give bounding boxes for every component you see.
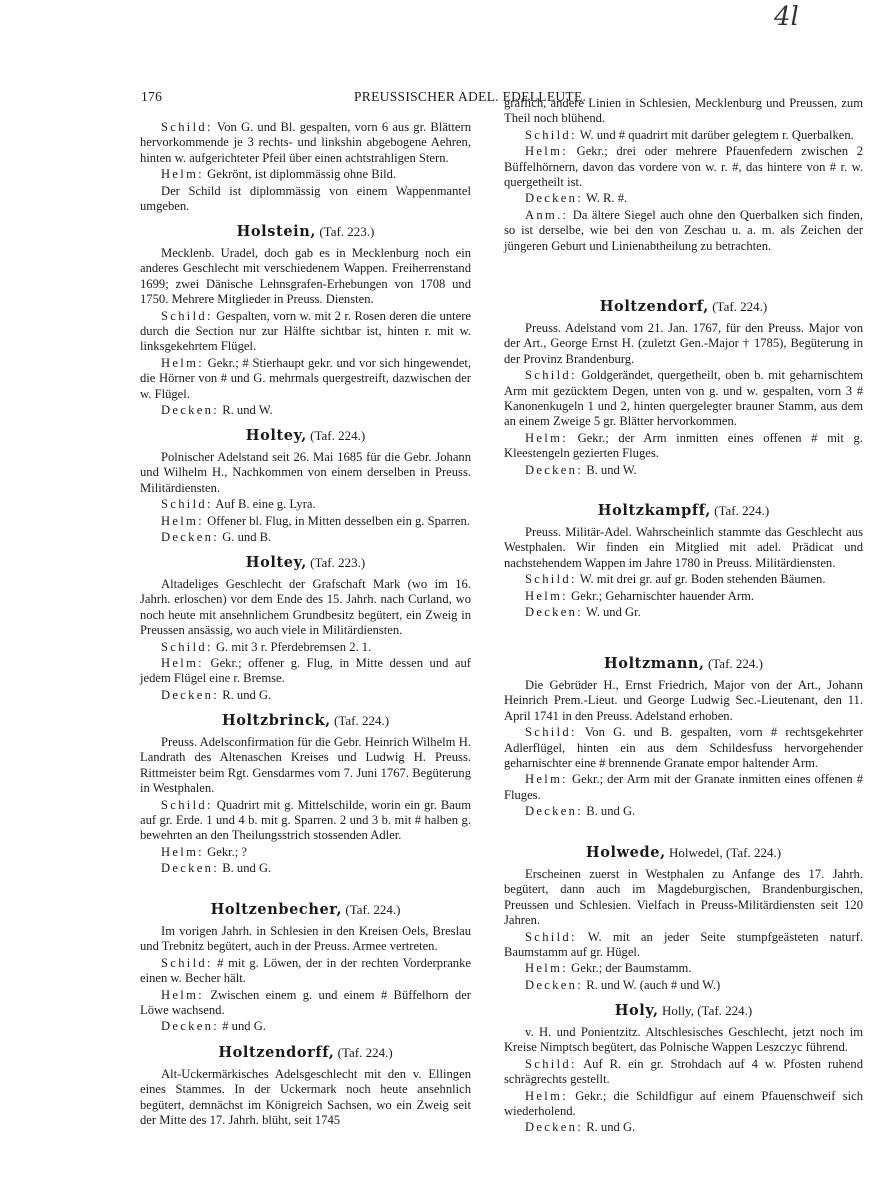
- paragraph-text: Polnischer Adelstand seit 26. Mai 1685 für die Gebr. Johann und Wilhelm H., Nachkommen von einem derselben in Preuss. Militärdiensten.: [140, 450, 471, 495]
- field-label: Schild:: [525, 1056, 577, 1071]
- field-label: Decken:: [525, 462, 584, 477]
- paragraph-text: Offener bl. Flug, in Mitten desselben ein g. Sparren.: [203, 513, 470, 528]
- blazon-decken: [504, 191, 863, 206]
- field-label: Helm:: [161, 844, 204, 859]
- field-label: Schild:: [161, 639, 213, 654]
- blazon-helm: [140, 514, 471, 529]
- field-label: Helm:: [525, 430, 568, 445]
- blazon-decken: [504, 605, 863, 620]
- blazon-schild: [504, 930, 863, 961]
- paragraph-text: Gekr.; # Stierhaupt gekr. und vor sich hingewendet, die Hörner von # und G. mehrmals quergestreift, dazwischen der w. Flügel.: [140, 355, 471, 401]
- family-name: Holtzendorff,: [218, 1044, 335, 1061]
- paragraph-text: W. mit drei gr. auf gr. Boden stehenden Bäumen.: [576, 572, 826, 587]
- paragraph-text: Gekr.; die Schildfigur auf einem Pfauenschweif sich wiederholend.: [504, 1088, 863, 1119]
- paragraph-text: Gekr.; Geharnischter hauender Arm.: [567, 588, 755, 603]
- paragraph-text: G. mit 3 r. Pferdebremsen 2. 1.: [212, 639, 372, 654]
- entry: [140, 120, 471, 215]
- entry: [504, 655, 863, 821]
- field-label: Schild:: [161, 497, 213, 512]
- field-label: Schild:: [161, 955, 213, 970]
- entry: [504, 844, 863, 994]
- blazon-schild: [140, 120, 471, 166]
- paragraph-text: B. und G.: [583, 804, 636, 819]
- field-label: Decken:: [161, 687, 220, 702]
- paragraph-text: Gekrönt, ist diplommässig ohne Bild.: [203, 167, 397, 182]
- field-label: Schild:: [525, 725, 577, 740]
- blazon-schild: [140, 956, 471, 987]
- field-label: Helm:: [525, 772, 568, 787]
- blazon-helm: [504, 961, 863, 976]
- paragraph-text: Gekr.; der Baumstamm.: [567, 961, 692, 976]
- entry-heading: [140, 223, 471, 241]
- paragraph-text: Gekr.; der Arm mit der Granate inmitten eines offenen # Fluges.: [504, 772, 863, 802]
- blazon-schild: [140, 640, 471, 655]
- field-label: Schild:: [161, 120, 213, 134]
- blazon-decken: [504, 1120, 863, 1135]
- paragraph-text: Alt-Uckermärkisches Adelsgeschlecht mit den v. Ellingen eines Stammes. In der Uckermark noch heute ansehnlich begütert, demnächst im Königreich Sachsen, wo ein Zweig seit der Mitte des 17. Jahrh. blüht, seit 1745: [140, 1067, 471, 1128]
- paragraph-text: Die Gebrüder H., Ernst Friedrich, Major von der Art., Johann Heinrich Prem.-Lieut. und George Ludwig Sec.-Lieutenant, den 11. April 1741 in den Preuss. Adelstand erhoben.: [504, 678, 863, 723]
- paragraph-text: W. und Gr.: [583, 605, 641, 620]
- paragraph-text: B. und G.: [219, 861, 272, 876]
- plate-reference: (Taf. 224.): [712, 299, 768, 314]
- field-label: Decken:: [161, 530, 220, 545]
- plate-reference: (Taf. 224.): [726, 845, 782, 860]
- blazon-helm: [504, 144, 863, 190]
- field-label: Decken:: [161, 861, 220, 876]
- paragraph-text: R. und W. (auch # und W.): [583, 977, 721, 992]
- paragraph-text: R. und G.: [219, 687, 272, 702]
- blazon-schild: [504, 725, 863, 771]
- entry-heading: [504, 655, 863, 673]
- plate-reference: (Taf. 224.): [310, 428, 366, 443]
- field-label: Helm:: [161, 167, 204, 182]
- family-name: Holtzenbecher,: [210, 901, 343, 918]
- paragraph-text: Quadrirt mit g. Mittelschilde, worin ein gr. Baum auf gr. Erde. 1 und 4 b. mit g. Sparren. 2 und 3 b. mit # halben g. bewehrten an den Theilungsstrich stossenden Adler.: [140, 797, 471, 843]
- paragraph-text: Gekr.; drei oder mehrere Pfauenfedern zwischen 2 Büffelhörnern, davon das vordere von w. r. #, das hintere von # r. w. quergetheilt ist.: [504, 144, 863, 190]
- alternate-name: Holwedel,: [668, 845, 723, 860]
- plate-reference: (Taf. 223.): [310, 555, 366, 570]
- blazon-schild: [504, 572, 863, 587]
- paragraph-text: Gekr.; ?: [203, 844, 247, 859]
- paragraph-text: Mecklenb. Uradel, doch gab es in Mecklenburg noch ein anderes Geschlecht mit verschiedenem Wappen. Freiherrenstand 1699; zwei Dänische Lehnsgrafen-Erhebungen von 1708 und 1750. Mehrere Mitglieder in Preuss. Diensten.: [140, 246, 471, 307]
- blazon-helm: [140, 656, 471, 687]
- paragraph-text: R. und G.: [583, 1120, 636, 1135]
- entry: [504, 96, 863, 255]
- plate-reference: (Taf. 224.): [714, 503, 770, 518]
- family-name: Holtzkampff,: [597, 502, 711, 519]
- paragraph-text: Preuss. Militär-Adel. Wahrscheinlich stammte das Geschlecht aus Westphalen. Wir finden ein Mitglied mit adel. Prädicat und nachstehendem Wappen im Jahre 1780 in Preuss. Militärdiensten.: [504, 525, 863, 570]
- paragraph: [140, 577, 471, 639]
- field-label: Decken:: [161, 403, 220, 418]
- handwritten-mark: 4l: [774, 2, 799, 32]
- blazon-helm: [140, 988, 471, 1019]
- paragraph-text: Altadeliges Geschlecht der Grafschaft Mark (wo im 16. Jahrh. erloschen) vor dem Ende des 15. Jahrh. nach Curland, wo noch heute mit ansehnlichem Grundbesitz begütert, ein Zweig in Preussen ansässig, wo auch viele in Militärdiensten.: [140, 577, 471, 638]
- paragraph: [140, 1067, 471, 1129]
- plate-reference: (Taf. 224.): [707, 656, 763, 671]
- paragraph-text: Der Schild ist diplommässig von einem Wappenmantel umgeben.: [140, 183, 471, 214]
- field-label: Helm:: [161, 355, 204, 370]
- paragraph-text: Goldgerändet, quergetheilt, oben b. mit geharnischtem Arm mit gezücktem Degen, unten von g. und w. gespalten, vorn 3 # Kanonenkugeln 1 und 2, hinten quergelegter brauner Stamm, aus dem an einem Zweige 5 gr. Blätter hervorkommen.: [504, 368, 863, 429]
- paragraph-text: B. und W.: [583, 462, 637, 477]
- paragraph-text: Da ältere Siegel auch ohne den Querbalken sich finden, so ist derselbe, wie bei den von Zeschau u. a. m. als Zeichen der jüngeren Geburt und Linienabtheilung zu betrachten.: [504, 207, 863, 253]
- paragraph-text: G. und B.: [219, 530, 272, 545]
- family-name: Holtzendorf,: [599, 298, 709, 315]
- blazon-helm: [504, 589, 863, 604]
- entry: [140, 901, 471, 1036]
- blazon-decken: [140, 1019, 471, 1034]
- entry: [140, 427, 471, 546]
- entry-heading: [140, 1044, 471, 1062]
- entry: [504, 1002, 863, 1137]
- plate-reference: (Taf. 224.): [345, 902, 401, 917]
- paragraph: [504, 1025, 863, 1056]
- blazon-decken: [140, 861, 471, 876]
- paragraph-text: Preuss. Adelsconfirmation für die Gebr. Heinrich Wilhelm H. Landrath des Altenaschen Kreises und Ludwig H. Preuss. Rittmeister beim Rgt. Gensdarmes vom 7. Juni 1767. Begüterung in Westphalen.: [140, 735, 471, 796]
- entry: [504, 502, 863, 621]
- paragraph: [140, 735, 471, 797]
- blazon-schild: [140, 309, 471, 355]
- entry-heading: [504, 502, 863, 520]
- field-label: Decken:: [525, 977, 584, 992]
- family-name: Holstein,: [236, 223, 317, 240]
- blazon-anm: [504, 208, 863, 254]
- paragraph-text: W. mit an jeder Seite stumpfgeästeten naturf. Baumstamm auf gr. Hügel.: [504, 929, 863, 960]
- entry-heading: [140, 554, 471, 572]
- paragraph-text: Erscheinen zuerst in Westphalen zu Anfange des 17. Jahrh. begütert, dann auch im Magdeburgischen, Brandenburgischen, Preussen und Schlesien. Vielfach in Preuss-Militärdiensten seit 120 Jahren.: [504, 867, 863, 928]
- plate-reference: (Taf. 223.): [319, 224, 375, 239]
- blazon-helm: [504, 431, 863, 462]
- paragraph: [504, 867, 863, 929]
- page-number: 176: [141, 89, 163, 104]
- field-label: Helm:: [525, 1088, 568, 1103]
- plate-reference: (Taf. 224.): [333, 713, 390, 728]
- blazon-decken: [504, 463, 863, 478]
- paragraph-text: v. H. und Ponientzitz. Altschlesisches Geschlecht, jetzt noch im Kreise Nimptsch begütert, das Polnische Wappen Leszczyc führend.: [504, 1025, 863, 1055]
- field-label: Helm:: [161, 987, 204, 1002]
- blazon-decken: [140, 403, 471, 418]
- paragraph-text: W. und # quadrirt mit darüber gelegtem r. Querbalken.: [576, 127, 854, 142]
- field-label: Helm:: [525, 144, 568, 159]
- entry: [140, 1044, 471, 1130]
- field-label: Schild:: [525, 572, 577, 587]
- paragraph-text: gräflich, andere Linien in Schlesien, Mecklenburg und Preussen, zum Theil noch blühend.: [504, 96, 863, 126]
- paragraph: [504, 525, 863, 571]
- paragraph-text: Von G. und B. gespalten, vorn # rechtsgekehrter Adlerflügel, hinten ein aus dem Schildesfuss hervorgehender geharnischter eine # brennende Granate empor haltender Arm.: [504, 725, 863, 771]
- blazon-schild: [504, 368, 863, 430]
- blazon-helm: [504, 1089, 863, 1120]
- field-label: Schild:: [161, 308, 213, 323]
- field-label: Helm:: [525, 961, 568, 976]
- paragraph-text: Auf B. eine g. Lyra.: [212, 497, 316, 512]
- paragraph-text: R. und W.: [219, 403, 273, 418]
- blazon-helm: [140, 845, 471, 860]
- plate-reference: (Taf. 224.): [337, 1045, 393, 1060]
- paragraph: [504, 96, 863, 127]
- field-label: Decken:: [525, 191, 584, 206]
- blazon-helm: [140, 356, 471, 402]
- field-label: Schild:: [525, 929, 577, 944]
- plate-reference: (Taf. 224.): [697, 1003, 753, 1018]
- family-name: Holtey,: [245, 554, 307, 571]
- paragraph: [504, 321, 863, 367]
- entry: [140, 554, 471, 704]
- blazon-decken: [504, 978, 863, 993]
- field-label: Decken:: [161, 1019, 220, 1034]
- family-name: Holtey,: [245, 427, 307, 444]
- entry: [140, 712, 471, 878]
- entry-heading: [504, 844, 863, 862]
- field-label: Decken:: [525, 1120, 584, 1135]
- paragraph: [140, 184, 471, 215]
- paragraph-text: Im vorigen Jahrh. in Schlesien in den Kreisen Oels, Breslau und Trebnitz begütert, auch in der Preuss. Armee vertreten.: [140, 924, 471, 954]
- paragraph: [140, 450, 471, 496]
- field-label: Schild:: [525, 127, 577, 142]
- paragraph-text: # und G.: [219, 1019, 266, 1034]
- entry: [140, 223, 471, 419]
- entry-heading: [140, 901, 471, 919]
- entry-heading: [504, 1002, 863, 1020]
- family-name: Holtzbrinck,: [221, 712, 331, 729]
- field-label: Anm.:: [525, 207, 569, 222]
- entry: [504, 298, 863, 479]
- paragraph-text: Auf R. ein gr. Strohdach auf 4 w. Pfosten ruhend schrägrechts gestellt.: [504, 1056, 863, 1087]
- blazon-helm: [140, 167, 471, 182]
- blazon-decken: [504, 804, 863, 819]
- blazon-schild: [504, 128, 863, 143]
- field-label: Decken:: [525, 605, 584, 620]
- entry-heading: [140, 712, 471, 730]
- family-name: Holtzmann,: [604, 655, 705, 672]
- alternate-name: Holly,: [661, 1003, 694, 1018]
- blazon-decken: [140, 530, 471, 545]
- paragraph: [140, 246, 471, 308]
- paragraph-text: Zwischen einem g. und einem # Büffelhorn der Löwe wachsend.: [140, 987, 471, 1018]
- running-title: PREUSSISCHER ADEL. EDELLEUTE.: [354, 89, 587, 104]
- entry-heading: [140, 427, 471, 445]
- paragraph-text: Preuss. Adelstand vom 21. Jan. 1767, für den Preuss. Major von der Art., George Ernst H. (zuletzt Gen.-Major † 1785), Begüterung in der Provinz Brandenburg.: [504, 321, 863, 366]
- field-label: Decken:: [525, 804, 584, 819]
- field-label: Schild:: [161, 797, 213, 812]
- blazon-schild: [140, 798, 471, 844]
- paragraph: [504, 678, 863, 724]
- blazon-decken: [140, 688, 471, 703]
- entry-heading: [504, 298, 863, 316]
- paragraph-text: Gespalten, vorn w. mit 2 r. Rosen deren die untere durch die Section nur zur Hälfte sichtbar ist, hinten r. mit w. linksgekehrtem Flügel.: [140, 308, 471, 354]
- blazon-schild: [504, 1057, 863, 1088]
- field-label: Helm:: [161, 513, 204, 528]
- blazon-helm: [504, 772, 863, 803]
- field-label: Helm:: [525, 588, 568, 603]
- paragraph-text: W. R. #.: [583, 191, 628, 206]
- paragraph-text: Gekr.; offener g. Flug, in Mitte dessen und auf jedem Flügel eine r. Bremse.: [140, 656, 471, 686]
- paragraph: [140, 924, 471, 955]
- field-label: Schild:: [525, 368, 577, 383]
- field-label: Helm:: [161, 656, 204, 671]
- paragraph-text: # mit g. Löwen, der in der rechten Vorderpranke einen w. Becher hält.: [140, 955, 471, 986]
- blazon-schild: [140, 497, 471, 512]
- family-name: Holy,: [614, 1002, 659, 1019]
- paragraph-text: Gekr.; der Arm inmitten eines offenen # mit g. Kleestengeln gezierten Fluges.: [504, 430, 863, 461]
- paragraph-text: Von G. und Bl. gespalten, vorn 6 aus gr. Blättern hervorkommende je 3 rechts- und linkshin abgebogene Aehren, hinten w. aufgerichteter Pfeil über einen achtstrahligen Stern.: [140, 120, 471, 165]
- family-name: Holwede,: [585, 844, 666, 861]
